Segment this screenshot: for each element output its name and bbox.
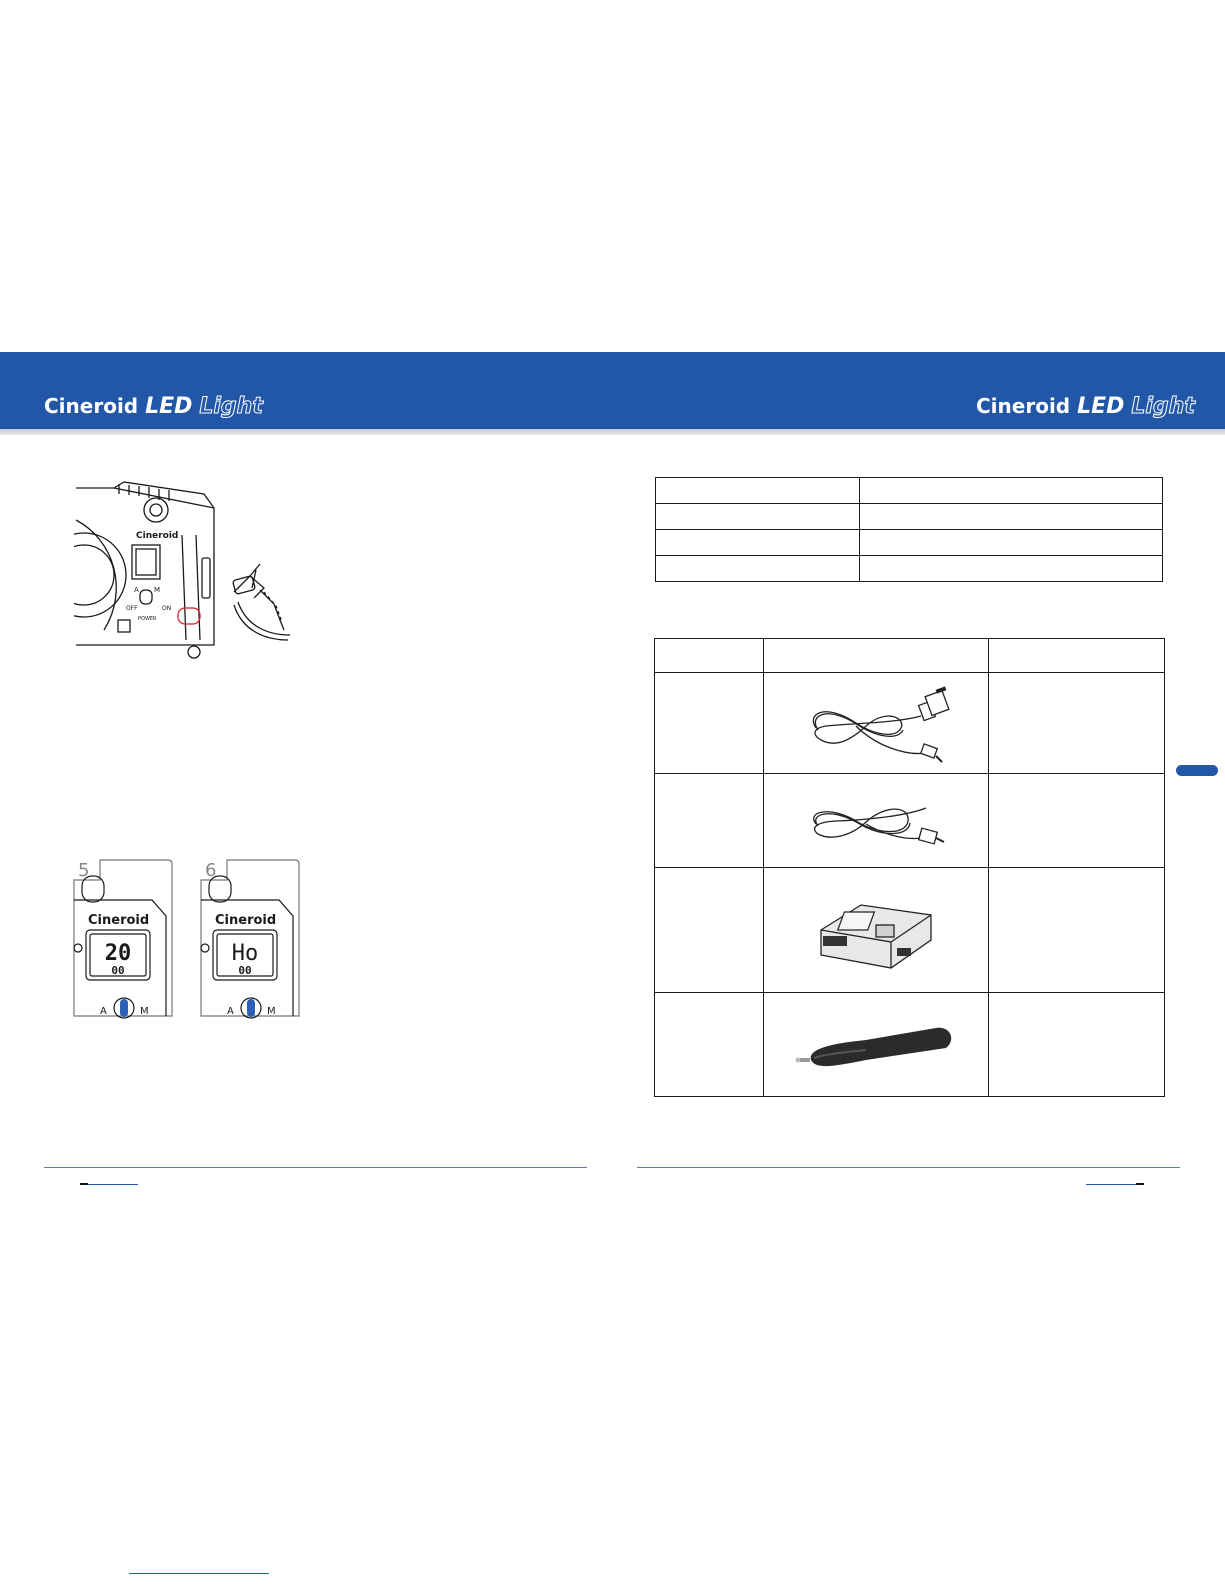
table-cell xyxy=(656,530,860,556)
table-cell xyxy=(989,868,1165,993)
grip-handle-icon xyxy=(786,1010,966,1080)
step-5-display-sub: 00 xyxy=(111,964,125,977)
table-cell xyxy=(764,639,989,673)
device-off-label: OFF xyxy=(126,605,138,612)
step-5-mode-m: M xyxy=(140,1006,149,1017)
page-number-stub-left xyxy=(80,1183,88,1185)
device-mode-a-label: A xyxy=(134,586,139,594)
table-cell xyxy=(764,774,989,868)
step-5-number: 5 xyxy=(78,860,90,881)
table-cell xyxy=(860,530,1163,556)
footer-rule-left xyxy=(44,1167,587,1168)
device-mode-m-label: M xyxy=(154,586,161,594)
table-row xyxy=(656,530,1163,556)
table-cell xyxy=(655,868,764,993)
brand-word-light: Light xyxy=(199,394,263,419)
step-5-display-main: 20 xyxy=(104,941,132,966)
table-row xyxy=(655,774,1165,868)
step-5-display-illustration xyxy=(70,856,174,1020)
table-cell xyxy=(764,993,989,1097)
brand-word-led: LED xyxy=(145,394,193,419)
brand-word-led: LED xyxy=(1077,394,1125,419)
device-dc-input-illustration xyxy=(74,480,304,665)
brand-logo-left xyxy=(44,394,263,419)
header-shadow xyxy=(0,429,1225,435)
table-row xyxy=(655,993,1165,1097)
footer-rule-right xyxy=(637,1167,1180,1168)
table-row xyxy=(655,868,1165,993)
table-cell xyxy=(860,556,1163,582)
table-header-row xyxy=(655,639,1165,673)
table-cell xyxy=(764,868,989,993)
table-cell xyxy=(989,993,1165,1097)
table-cell xyxy=(655,639,764,673)
table-cell xyxy=(656,478,860,504)
table-cell xyxy=(655,993,764,1097)
table-cell xyxy=(656,556,860,582)
step-6-mode-m: M xyxy=(267,1006,276,1017)
dc-cable-icon xyxy=(796,786,956,856)
table-cell xyxy=(656,504,860,530)
step-5-mode-a: A xyxy=(100,1006,107,1017)
brand-word-cineroid: Cineroid xyxy=(44,394,139,418)
device-on-label: ON xyxy=(162,605,172,612)
specification-table xyxy=(655,477,1163,582)
step-6-display-illustration xyxy=(197,856,301,1020)
table-cell xyxy=(764,673,989,774)
page-number-stub-right xyxy=(1136,1183,1144,1185)
table-row xyxy=(656,478,1163,504)
table-row xyxy=(655,673,1165,774)
battery-adapter-icon xyxy=(801,880,951,980)
step-6-mode-a: A xyxy=(227,1006,234,1017)
device-power-label: POWER xyxy=(138,616,157,622)
brand-logo-right xyxy=(976,394,1195,419)
table-row xyxy=(656,556,1163,582)
step-6-display-main: Ho xyxy=(231,941,259,966)
brand-word-light: Light xyxy=(1131,394,1195,419)
step-5-logo: Cineroid xyxy=(88,913,150,928)
table-cell xyxy=(860,478,1163,504)
page-number-underline-left xyxy=(80,1184,138,1185)
step-6-logo: Cineroid xyxy=(215,913,277,928)
section-tab-marker xyxy=(1176,765,1218,776)
brand-word-cineroid: Cineroid xyxy=(976,394,1071,418)
table-row xyxy=(656,504,1163,530)
step-6-display-sub: 00 xyxy=(238,964,252,977)
table-cell xyxy=(655,673,764,774)
table-cell xyxy=(860,504,1163,530)
table-cell xyxy=(989,673,1165,774)
table-cell xyxy=(655,774,764,868)
bottom-link-underline xyxy=(129,1573,269,1574)
table-cell xyxy=(989,774,1165,868)
table-cell xyxy=(989,639,1165,673)
step-6-number: 6 xyxy=(205,860,217,881)
d-tap-cable-icon xyxy=(796,678,956,768)
device-logo-text: Cineroid xyxy=(136,531,179,541)
accessories-table xyxy=(654,638,1165,1097)
